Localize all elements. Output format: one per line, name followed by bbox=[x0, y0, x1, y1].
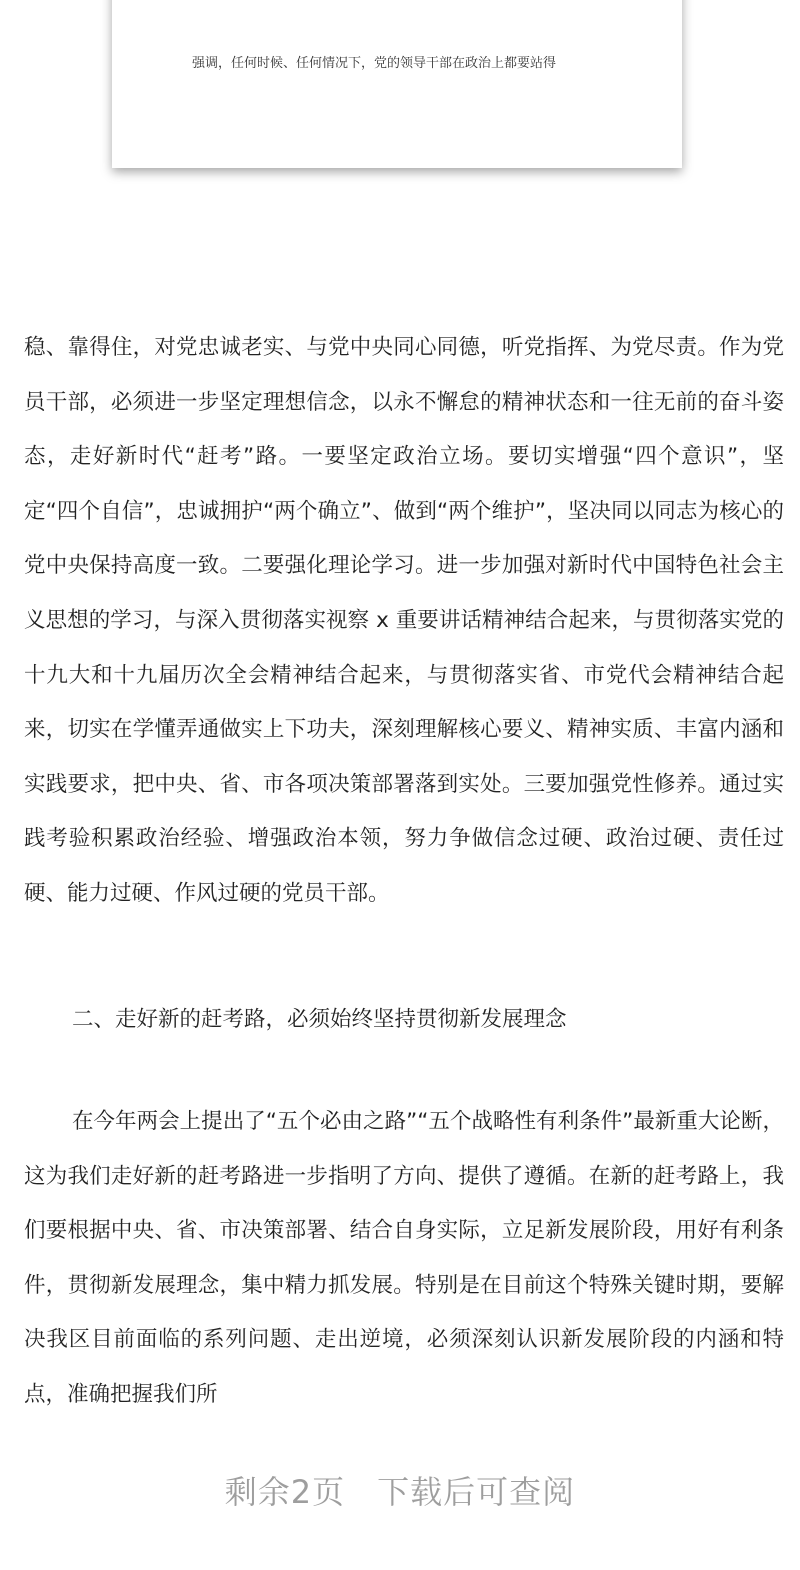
preview-page-card bbox=[112, 0, 682, 168]
card-text-line: 强调，任何时候、任何情况下，党的领导干部在政治上都要站得 bbox=[192, 56, 557, 71]
document-paragraph-2: 在今年两会上提出了“五个必由之路”“五个战略性有利条件”最新重大论断，这为我们走好新的赶考路进一步指明了方向、提供了遵循。在新的赶考路上，我们要根据中央、省、市决策部署、结合自身实际，立足新发展阶段，用好有利条件，贯彻新发展理念，集中精力抓发展。特别是在目前这个特殊关键时期，要解决我区目前面临的系列问题、走出逆境，必须深刻认识新发展阶段的内涵和特点，准确把握我们所 bbox=[24, 1109, 784, 1407]
remaining-pages-label: 剩余2页 bbox=[224, 1473, 346, 1511]
document-paragraph-1: 稳、靠得住，对党忠诚老实、与党中央同心同德，听党指挥、为党尽责。作为党员干部，必须进一步坚定理想信念，以永不懈怠的精神状态和一往无前的奋斗姿态，走好新时代“赶考”路。一要坚定政治立场。要切实增强“四个意识”，坚定“四个自信”，忠诚拥护“两个确立”、做到“两个维护”，坚决同以同志为核心的党中央保持高度一致。二要强化理论学习。进一步加强对新时代中国特色社会主义思想的学习，与深入贯彻落实视察 x 重要讲话精神结合起来，与贯彻落实党的十九大和十九届历次全会精神结合起来，与贯彻落实省、市党代会精神结合起来，切实在学懂弄通做实上下功夫，深刻理解核心要义、精神实质、丰富内涵和实践要求，把中央、省、市各项决策部署落到实处。三要加强党性修养。通过实践考验积累政治经验、增强政治本领，努力争做信念过硬、政治过硬、责任过硬、能力过硬、作风过硬的党员干部。 bbox=[24, 335, 784, 906]
download-hint-label: 下载后可查阅 bbox=[377, 1473, 576, 1511]
download-prompt[interactable] bbox=[0, 1462, 800, 1522]
section-heading-2: 二、走好新的赶考路，必须始终坚持贯彻新发展理念 bbox=[72, 1007, 567, 1032]
